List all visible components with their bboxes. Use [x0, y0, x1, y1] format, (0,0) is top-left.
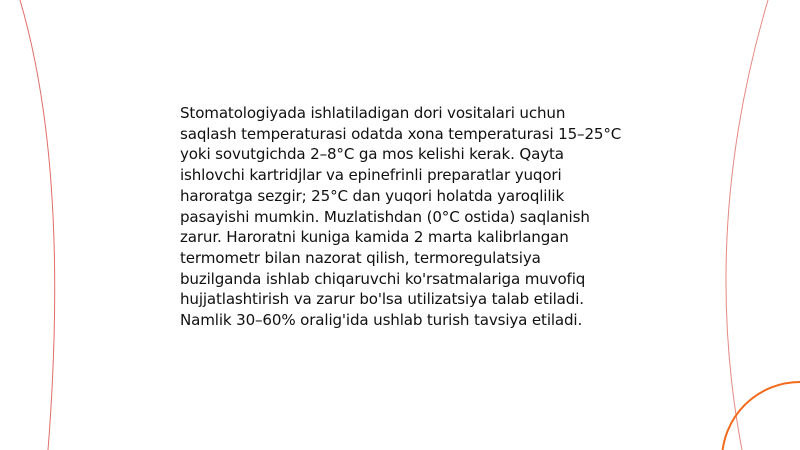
- orange-accent-arc: [722, 382, 800, 450]
- right-curve-line: [726, 0, 768, 450]
- body-paragraph: Stomatologiyada ishlatiladigan dori vositalari uchun saqlash temperaturasi odatda xona temperaturasi 15–25°C yoki sovutgichda 2–8°C ga mos kelishi kerak. Qayta ishlovchi kartridjlar va epinefrinli preparatlar yuqori haroratga sezgir; 25°C dan yuqori holatda yaroqlilik pasayishi mumkin. Muzlatishdan (0°C ostida) saqlanish zarur. Haroratni kuniga kamida 2 marta kalibrlangan termometr bilan nazorat qilish, termoregulatsiya buzilganda ishlab chiqaruvchi ko'rsatmalariga muvofiq hujjatlashtirish va zarur bo'lsa utilizatsiya talab etiladi. Namlik 30–60% oralig'ida ushlab turish tavsiya etiladi.: [180, 104, 622, 330]
- left-curve-line: [20, 0, 55, 450]
